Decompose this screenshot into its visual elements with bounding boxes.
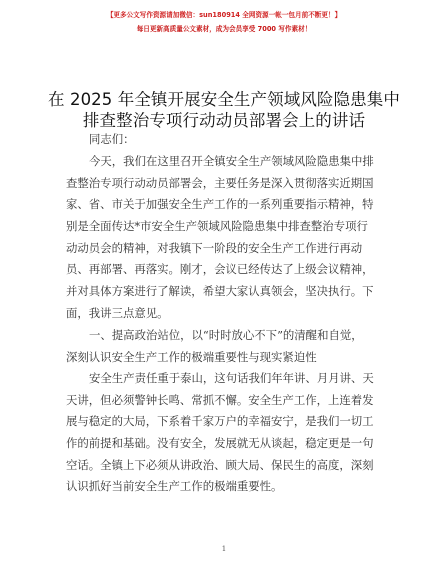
paragraph-line: 动动员会的精神，对我镇下一阶段的安全生产工作进行再动 (66, 240, 363, 255)
promo-banner-line-2: 每日更新高质量公文素材，成为会员享受 7000 写作素材！ (136, 25, 312, 33)
paragraph-line: 员、再部署、再落实。刚才，会议已经传达了上级会议精神， (66, 262, 374, 277)
paragraph-safety (66, 368, 386, 498)
section-heading-line: 一、提高政治站位，以“时时放心不下”的清醒和自觉， (89, 328, 363, 342)
salutation-text: 同志们： (89, 132, 135, 146)
promo-banner-line-1: 【更多公文写作资源请加微信：sun180914 全网资源一帐一包月前不断更！】 (106, 11, 342, 19)
paragraph-line: 作的前提和基础。没有安全，发展就无从谈起，稳定更是一句 (66, 436, 374, 451)
paragraph-line: 认识抓好当前安全生产工作的极端重要性。 (66, 479, 283, 494)
salutation (66, 129, 386, 151)
section-heading-line: 深刻认识安全生产工作的极端重要性与现实紧迫性 (66, 349, 317, 364)
document-title-line-2: 排查整治专项行动动员部署会上的讲话 (82, 111, 366, 130)
paragraph-opening (66, 151, 386, 325)
paragraph-line: 空话。全镇上下必须从讲政治、顾大局、保民生的高度，深刻 (66, 457, 374, 472)
section-heading-1 (66, 325, 386, 368)
paragraph-line: 家、省、市关于加强安全生产工作的一系列重要指示精神，特 (66, 197, 374, 212)
page-number: 1 (221, 545, 227, 553)
paragraph-line: 展与稳定的大局，下系着千家万户的幸福安宁，是我们一切工 (66, 414, 374, 429)
paragraph-line: 面，我讲三点意见。 (66, 305, 169, 320)
paragraph-line: 今天，我们在这里召开全镇安全生产领域风险隐患集中排 (89, 154, 374, 168)
document-title-line-1: 在 2025 年全镇开展安全生产领域风险隐患集中 (48, 90, 400, 109)
paragraph-line: 安全生产责任重于泰山，这句话我们年年讲、月月讲、天 (89, 371, 374, 385)
paragraph-line: 并对具体方案进行了解读，希望大家认真领会，坚决执行。下 (66, 284, 374, 299)
paragraph-line: 天讲，但必须警钟长鸣、常抓不懈。安全生产工作，上连着发 (66, 392, 374, 407)
paragraph-line: 别是全面传达*市安全生产领域风险隐患集中排查整治专项行 (66, 219, 368, 234)
paragraph-line: 查整治专项行动动员部署会，主要任务是深入贯彻落实近期国 (66, 175, 374, 190)
